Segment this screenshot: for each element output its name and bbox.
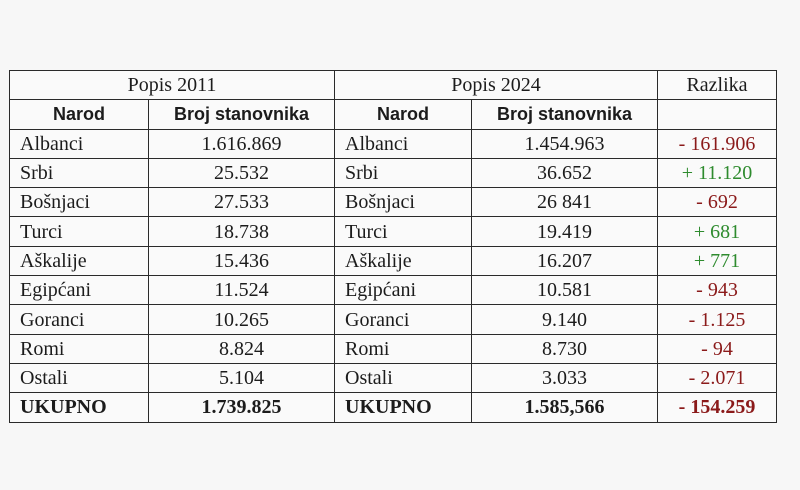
narod-cell: Aškalije — [10, 246, 149, 275]
table-row — [10, 305, 777, 334]
population-2024-cell: 36.652 — [472, 158, 658, 187]
table-row — [10, 188, 777, 217]
table-row — [10, 276, 777, 305]
difference-cell: - 943 — [658, 276, 777, 305]
narod-cell: Turci — [10, 217, 149, 246]
narod-cell: Ostali — [10, 363, 149, 392]
population-2024-cell: 26 841 — [472, 188, 658, 217]
table-row — [10, 246, 777, 275]
difference-cell: + 771 — [658, 246, 777, 275]
narod-cell: Bošnjaci — [10, 188, 149, 217]
header-popis-2024: Popis 2024 — [335, 71, 658, 100]
narod-cell: Romi — [10, 334, 149, 363]
population-2024-cell: 9.140 — [472, 305, 658, 334]
narod-2024-cell: Srbi — [335, 158, 472, 187]
narod-2024-cell: Ostali — [335, 363, 472, 392]
table-row — [10, 158, 777, 187]
difference-cell: + 11.120 — [658, 158, 777, 187]
population-2011-cell: 8.824 — [149, 334, 335, 363]
header-narod-2011: Narod — [10, 100, 149, 129]
narod-2024-cell: Egipćani — [335, 276, 472, 305]
difference-cell: - 2.071 — [658, 363, 777, 392]
header-razlika-empty — [658, 100, 777, 129]
population-2011-cell: 25.532 — [149, 158, 335, 187]
difference-cell: - 154.259 — [658, 393, 777, 422]
narod-cell: Goranci — [10, 305, 149, 334]
narod-cell: Srbi — [10, 158, 149, 187]
narod-2024-cell: Albanci — [335, 129, 472, 158]
difference-cell: - 1.125 — [658, 305, 777, 334]
difference-cell: + 681 — [658, 217, 777, 246]
population-2024-cell: 19.419 — [472, 217, 658, 246]
narod-2024-cell: Romi — [335, 334, 472, 363]
narod-2024-cell: Bošnjaci — [335, 188, 472, 217]
narod-2024-cell: Aškalije — [335, 246, 472, 275]
narod-cell: Albanci — [10, 129, 149, 158]
population-2011-cell: 10.265 — [149, 305, 335, 334]
table-row — [10, 363, 777, 392]
header-popis-2011: Popis 2011 — [10, 71, 335, 100]
population-2024-cell: 1.454.963 — [472, 129, 658, 158]
narod-cell: UKUPNO — [10, 393, 149, 422]
census-table-body — [10, 129, 777, 422]
population-2011-cell: 11.524 — [149, 276, 335, 305]
population-2024-cell: 1.585,566 — [472, 393, 658, 422]
population-2024-cell: 10.581 — [472, 276, 658, 305]
population-2011-cell: 5.104 — [149, 363, 335, 392]
narod-2024-cell: UKUPNO — [335, 393, 472, 422]
column-header-row — [10, 100, 777, 129]
population-2024-cell: 8.730 — [472, 334, 658, 363]
population-2011-cell: 1.739.825 — [149, 393, 335, 422]
population-2011-cell: 18.738 — [149, 217, 335, 246]
population-2024-cell: 3.033 — [472, 363, 658, 392]
census-table-container — [9, 70, 777, 423]
header-narod-2024: Narod — [335, 100, 472, 129]
census-table — [9, 70, 777, 423]
header-razlika: Razlika — [658, 71, 777, 100]
table-row — [10, 217, 777, 246]
table-row — [10, 129, 777, 158]
table-row — [10, 334, 777, 363]
population-2011-cell: 1.616.869 — [149, 129, 335, 158]
group-header-row — [10, 71, 777, 100]
header-broj-2011: Broj stanovnika — [149, 100, 335, 129]
narod-cell: Egipćani — [10, 276, 149, 305]
difference-cell: - 692 — [658, 188, 777, 217]
narod-2024-cell: Turci — [335, 217, 472, 246]
difference-cell: - 94 — [658, 334, 777, 363]
population-2011-cell: 15.436 — [149, 246, 335, 275]
population-2011-cell: 27.533 — [149, 188, 335, 217]
difference-cell: - 161.906 — [658, 129, 777, 158]
total-row — [10, 393, 777, 422]
population-2024-cell: 16.207 — [472, 246, 658, 275]
header-broj-2024: Broj stanovnika — [472, 100, 658, 129]
narod-2024-cell: Goranci — [335, 305, 472, 334]
